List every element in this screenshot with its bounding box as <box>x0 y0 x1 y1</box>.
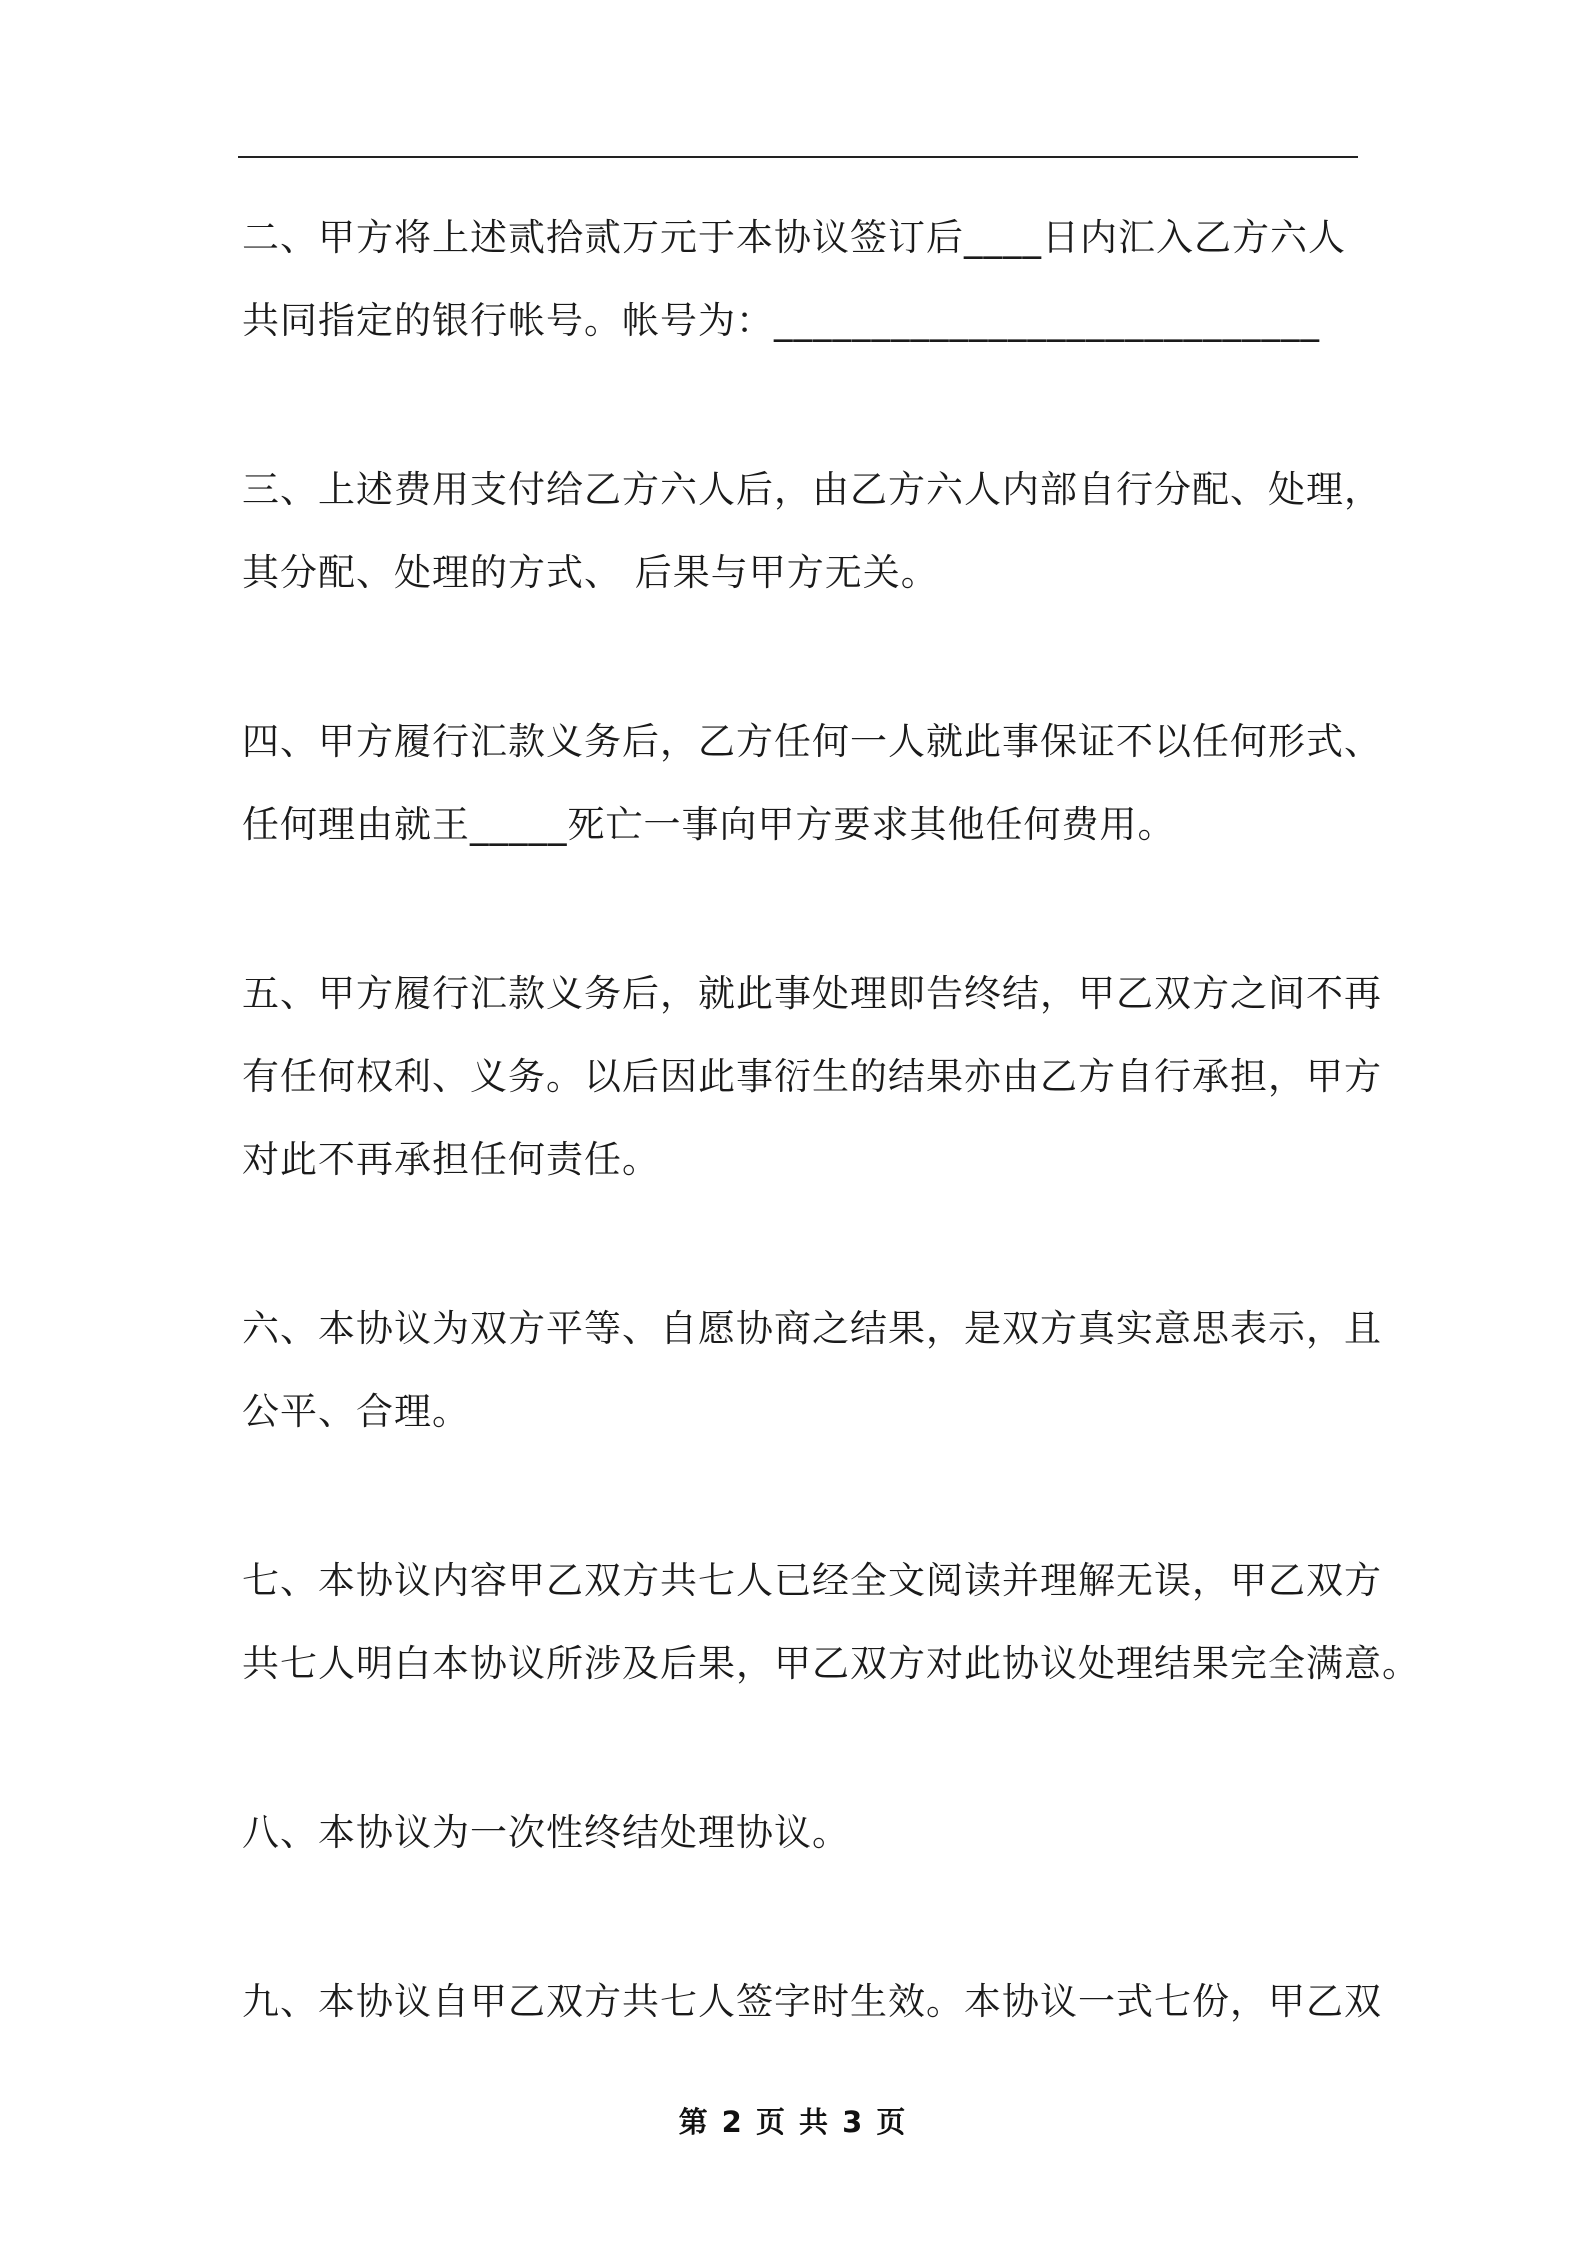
clause-4-line-1: 四、甲方履行汇款义务后，乙方任何一人就此事保证不以任何形式、 <box>242 720 1382 763</box>
clause-2 <box>242 196 1372 362</box>
clause-5 <box>242 952 1382 1201</box>
clause-8 <box>242 1791 1372 1874</box>
clause-7-line-1: 七、本协议内容甲乙双方共七人已经全文阅读并理解无误，甲乙双方 <box>242 1559 1382 1602</box>
clause-7 <box>242 1539 1420 1705</box>
document-body <box>242 196 1420 2129</box>
clause-2-line-2: 共同指定的银行帐号。帐号为：____________________________ <box>242 299 1320 342</box>
clause-7-line-2: 共七人明白本协议所涉及后果，甲乙双方对此协议处理结果完全满意。 <box>242 1642 1420 1685</box>
clause-3 <box>242 448 1382 614</box>
clause-9-line-1: 九、本协议自甲乙双方共七人签字时生效。本协议一式七份，甲乙双 <box>242 1980 1382 2023</box>
clause-3-line-2: 其分配、处理的方式、 后果与甲方无关。 <box>242 551 939 594</box>
clause-8-line-1: 八、本协议为一次性终结处理协议。 <box>242 1811 850 1854</box>
header-rule <box>238 156 1358 158</box>
clause-4 <box>242 700 1382 866</box>
clause-3-line-1: 三、上述费用支付给乙方六人后，由乙方六人内部自行分配、处理， <box>242 468 1382 511</box>
clause-6-line-1: 六、本协议为双方平等、自愿协商之结果，是双方真实意思表示，且 <box>242 1307 1382 1350</box>
clause-6 <box>242 1287 1382 1453</box>
clause-5-line-2: 有任何权利、义务。以后因此事衍生的结果亦由乙方自行承担，甲方 <box>242 1055 1382 1098</box>
clause-4-line-2: 任何理由就王_____死亡一事向甲方要求其他任何费用。 <box>242 803 1176 846</box>
clause-5-line-3: 对此不再承担任何责任。 <box>242 1138 660 1181</box>
clause-6-line-2: 公平、合理。 <box>242 1390 470 1433</box>
clause-9 <box>242 1960 1382 2043</box>
clause-5-line-1: 五、甲方履行汇款义务后，就此事处理即告终结，甲乙双方之间不再 <box>242 972 1382 1015</box>
clause-2-line-1: 二、甲方将上述贰拾贰万元于本协议签订后____日内汇入乙方六人 <box>242 216 1346 259</box>
page-number-footer: 第 2 页 共 3 页 <box>678 2105 908 2139</box>
